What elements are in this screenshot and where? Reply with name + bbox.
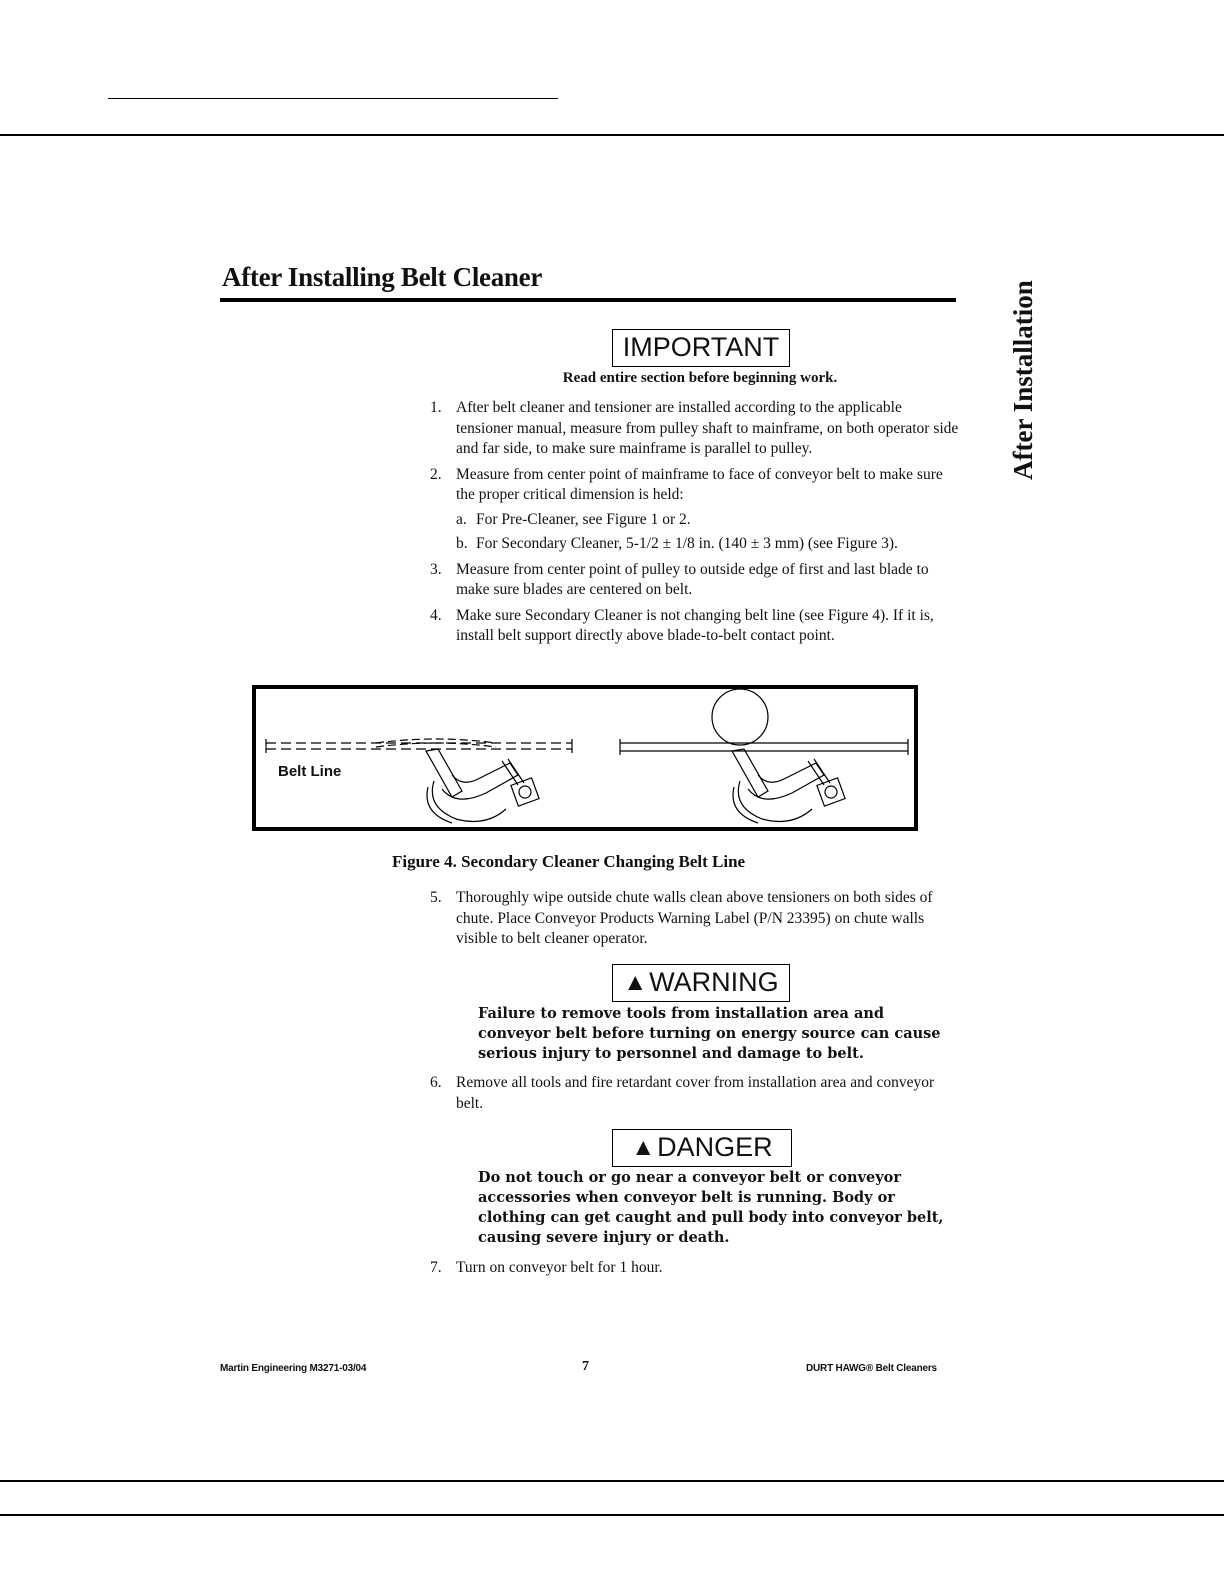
list-item	[430, 560, 960, 601]
steps-list-c	[430, 1073, 960, 1119]
danger-text: Do not touch or go near a conveyor belt or conveyor accessories when conveyor belt is running. Body or clothing can get caught and pull body into conveyor belt, causing severe injury or death.	[478, 1169, 944, 1246]
list-item	[430, 1258, 960, 1279]
danger-label	[612, 1129, 792, 1167]
danger-triangle-icon: ▲	[631, 1134, 656, 1161]
list-item	[430, 1073, 960, 1114]
important-label	[612, 329, 790, 367]
step-number: 6.	[430, 1074, 442, 1091]
section-side-tab: After Installation	[1008, 280, 1038, 480]
important-note: Read entire section before beginning work.	[562, 370, 838, 386]
substep-letter: b.	[456, 535, 468, 552]
substep-item	[456, 534, 960, 555]
step-number: 2.	[430, 465, 442, 483]
belt-line-diagram	[256, 689, 914, 827]
top-short-rule	[108, 98, 558, 99]
footer-page-number: 7	[582, 1359, 589, 1374]
step-text: After belt cleaner and tensioner are installed according to the applicable tensioner manual, measure from pulley shaft to mainframe, on both operator side and far side, to make sure mainframe is parallel to pulley.	[456, 399, 959, 457]
list-item	[430, 606, 960, 647]
steps-list-a	[430, 398, 960, 652]
list-item	[430, 465, 960, 555]
important-label-text: IMPORTANT	[622, 332, 780, 362]
warning-triangle-icon: ▲	[623, 969, 648, 996]
step-number: 5.	[430, 889, 442, 906]
page-title: After Installing Belt Cleaner	[222, 262, 543, 292]
substep-letter: a.	[456, 510, 467, 528]
top-full-rule	[0, 134, 1224, 136]
left-belt-drawing	[266, 739, 572, 753]
footer-right: DURT HAWG® Belt Cleaners	[806, 1363, 937, 1374]
step-number: 4.	[430, 606, 442, 624]
warning-label-text: WARNING	[649, 967, 779, 997]
step-text: Measure from center point of mainframe to face of conveyor belt to make sure the proper critical dimension is held:	[456, 465, 943, 503]
figure-caption: Figure 4. Secondary Cleaner Changing Belt Line	[392, 852, 746, 871]
belt-line-label: Belt Line	[278, 763, 342, 780]
list-item	[430, 888, 960, 950]
steps-list-b	[430, 888, 960, 955]
step-text: Thoroughly wipe outside chute walls clean above tensioners on both sides of chute. Place Conveyor Products Warning Label (P/N 23395) on chute walls visible to belt cleaner operator.	[456, 889, 933, 947]
warning-text: Failure to remove tools from installation area and conveyor belt before turning on energy source can cause serious injury to personnel and damage to belt.	[478, 1005, 941, 1062]
substep-item	[456, 510, 960, 531]
step-number: 7.	[430, 1259, 442, 1276]
figure-4	[252, 685, 918, 831]
right-belt-drawing	[620, 689, 908, 755]
step-number: 1.	[430, 399, 442, 416]
bottom-rule-1	[0, 1480, 1224, 1482]
left-cleaner-drawing	[426, 749, 539, 823]
step-text: Make sure Secondary Cleaner is not changing belt line (see Figure 4). If it is, install belt support directly above blade-to-belt contact point.	[456, 606, 934, 644]
steps-list-d	[430, 1258, 960, 1284]
danger-label-text: DANGER	[657, 1132, 773, 1162]
substep-text: For Secondary Cleaner, 5-1/2 ± 1/8 in. (140 ± 3 mm) (see Figure 3).	[476, 535, 898, 552]
title-underline	[220, 298, 956, 302]
substep-text: For Pre-Cleaner, see Figure 1 or 2.	[476, 510, 691, 528]
bottom-rule-2	[0, 1514, 1224, 1516]
step-text: Turn on conveyor belt for 1 hour.	[456, 1259, 663, 1276]
step-text: Remove all tools and fire retardant cover from installation area and conveyor belt.	[456, 1074, 935, 1112]
step-number: 3.	[430, 560, 442, 578]
step-text: Measure from center point of pulley to outside edge of first and last blade to make sure blades are centered on belt.	[456, 560, 929, 598]
warning-label	[612, 964, 790, 1002]
footer-left: Martin Engineering M3271-03/04	[220, 1363, 367, 1374]
list-item	[430, 398, 960, 460]
right-cleaner-drawing	[732, 749, 845, 823]
